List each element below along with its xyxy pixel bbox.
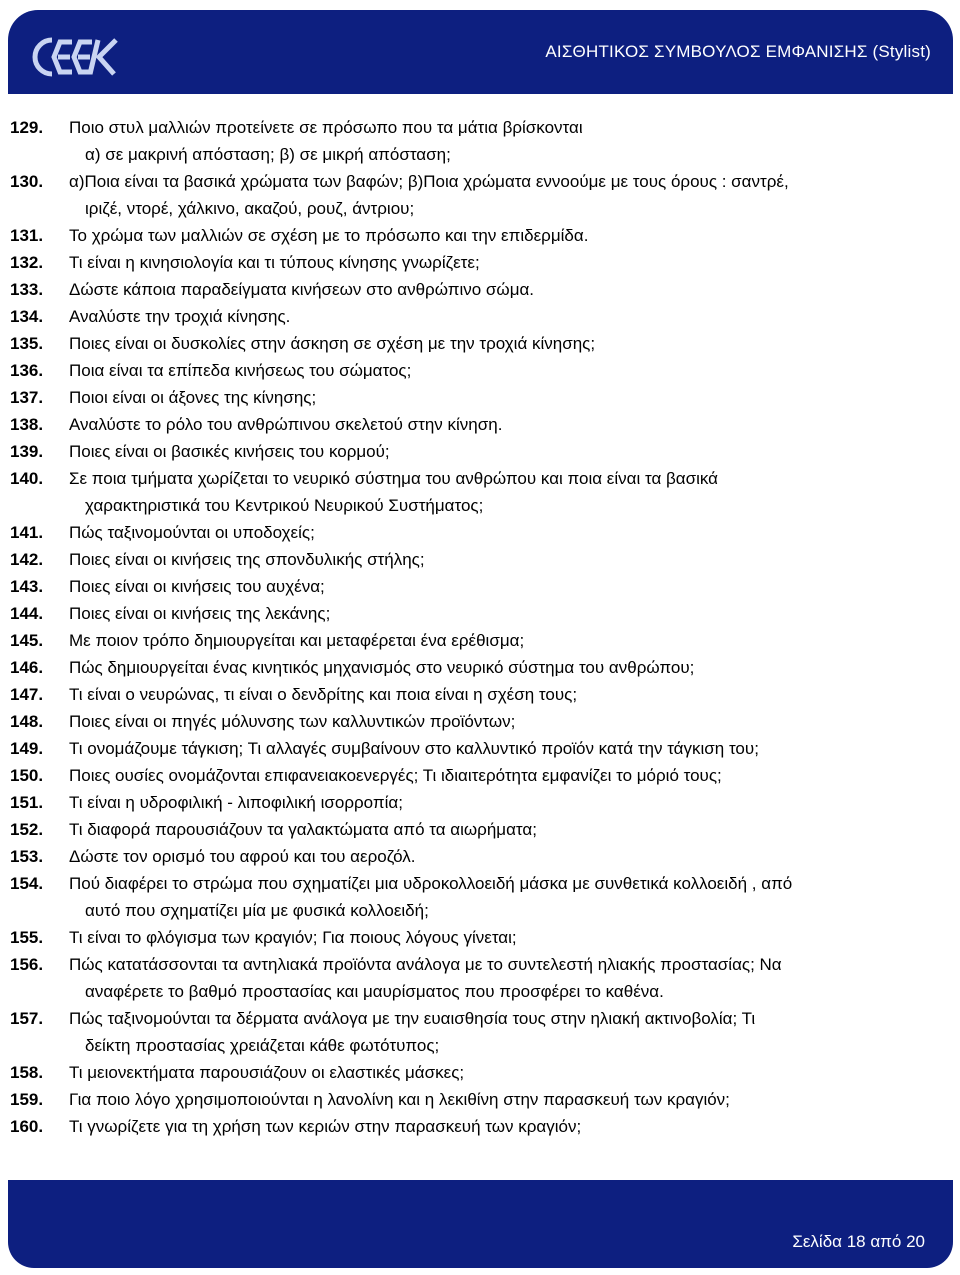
question-number: 140. bbox=[10, 469, 44, 488]
question-text bbox=[69, 735, 955, 762]
question-item bbox=[10, 438, 955, 465]
question-number: 154. bbox=[10, 874, 44, 893]
question-number: 147. bbox=[10, 685, 44, 704]
question-item bbox=[10, 114, 955, 168]
question-number: 143. bbox=[10, 577, 44, 596]
question-line: Ποιες ουσίες ονομάζονται επιφανειακοενεργές; Τι ιδιαιτερότητα εμφανίζει το μόριό τους; bbox=[69, 766, 722, 785]
question-number: 148. bbox=[10, 712, 44, 731]
question-number: 134. bbox=[10, 307, 44, 326]
question-item bbox=[10, 465, 955, 519]
question-text bbox=[69, 114, 955, 168]
question-number: 155. bbox=[10, 928, 44, 947]
question-number: 159. bbox=[10, 1090, 44, 1109]
question-text bbox=[69, 519, 955, 546]
question-item bbox=[10, 1059, 955, 1086]
question-number: 129. bbox=[10, 118, 44, 137]
question-line: Ποιες είναι οι κινήσεις της σπονδυλικής στήλης; bbox=[69, 550, 425, 569]
question-text bbox=[69, 816, 955, 843]
question-text bbox=[69, 1059, 955, 1086]
question-item bbox=[10, 735, 955, 762]
question-number: 157. bbox=[10, 1009, 44, 1028]
question-line: Πώς δημιουργείται ένας κινητικός μηχανισμός στο νευρικό σύστημα του ανθρώπου; bbox=[69, 658, 695, 677]
question-line: α)Ποια είναι τα βασικά χρώματα των βαφών; β)Ποια χρώματα εννοούμε με τους όρους : σαντρέ, bbox=[69, 172, 789, 191]
question-continuation-line: χαρακτηριστικά του Κεντρικού Νευρικού Συστήματος; bbox=[85, 496, 484, 515]
question-number: 136. bbox=[10, 361, 44, 380]
question-number: 130. bbox=[10, 172, 44, 191]
question-item bbox=[10, 546, 955, 573]
question-line: Ποιες είναι οι κινήσεις του αυχένα; bbox=[69, 577, 325, 596]
question-item bbox=[10, 1113, 955, 1140]
question-number: 132. bbox=[10, 253, 44, 272]
question-number: 151. bbox=[10, 793, 44, 812]
question-number: 144. bbox=[10, 604, 44, 623]
question-item bbox=[10, 843, 955, 870]
question-item bbox=[10, 276, 955, 303]
question-line: Ποιες είναι οι κινήσεις της λεκάνης; bbox=[69, 604, 331, 623]
question-number: 142. bbox=[10, 550, 44, 569]
question-text bbox=[69, 249, 955, 276]
question-line: Ποια είναι τα επίπεδα κινήσεως του σώματος; bbox=[69, 361, 412, 380]
question-number: 137. bbox=[10, 388, 44, 407]
question-text bbox=[69, 654, 955, 681]
question-text bbox=[69, 465, 955, 519]
question-text bbox=[69, 708, 955, 735]
question-line: Για ποιο λόγο χρησιμοποιούνται η λανολίνη και η λεκιθίνη στην παρασκευή των κραγιόν; bbox=[69, 1090, 730, 1109]
question-item bbox=[10, 519, 955, 546]
question-line: Αναλύστε την τροχιά κίνησης. bbox=[69, 307, 291, 326]
question-line: Ποιες είναι οι βασικές κινήσεις του κορμού; bbox=[69, 442, 390, 461]
question-line: Τι μειονεκτήματα παρουσιάζουν οι ελαστικές μάσκες; bbox=[69, 1063, 465, 1082]
question-text bbox=[69, 303, 955, 330]
question-line: Τι ονομάζουμε τάγκιση; Τι αλλαγές συμβαίνουν στο καλλυντικό προϊόν κατά την τάγκιση του; bbox=[69, 739, 759, 758]
question-number: 152. bbox=[10, 820, 44, 839]
question-line: Σε ποια τμήματα χωρίζεται το νευρικό σύστημα του ανθρώπου και ποια είναι τα βασικά bbox=[69, 469, 718, 488]
question-text bbox=[69, 681, 955, 708]
question-number: 145. bbox=[10, 631, 44, 650]
question-item bbox=[10, 681, 955, 708]
page-footer bbox=[8, 1180, 953, 1268]
question-number: 158. bbox=[10, 1063, 44, 1082]
question-text bbox=[69, 168, 955, 222]
question-number: 135. bbox=[10, 334, 44, 353]
question-text bbox=[69, 357, 955, 384]
question-continuation-line: α) σε μακρινή απόσταση; β) σε μικρή απόσταση; bbox=[85, 145, 451, 164]
question-list bbox=[10, 114, 955, 1140]
question-item bbox=[10, 870, 955, 924]
question-item bbox=[10, 330, 955, 357]
question-item bbox=[10, 627, 955, 654]
question-item bbox=[10, 762, 955, 789]
question-number: 133. bbox=[10, 280, 44, 299]
question-item bbox=[10, 924, 955, 951]
question-item bbox=[10, 573, 955, 600]
question-text bbox=[69, 438, 955, 465]
question-line: Αναλύστε το ρόλο του ανθρώπινου σκελετού στην κίνηση. bbox=[69, 415, 503, 434]
question-text bbox=[69, 762, 955, 789]
question-line: Πού διαφέρει το στρώμα που σχηματίζει μια υδροκολλοειδή μάσκα με συνθετικά κολλοειδή , από bbox=[69, 874, 793, 893]
question-text bbox=[69, 951, 955, 1005]
question-item bbox=[10, 789, 955, 816]
question-number: 146. bbox=[10, 658, 44, 677]
question-text bbox=[69, 384, 955, 411]
question-line: Πώς κατατάσσονται τα αντηλιακά προϊόντα ανάλογα με το συντελεστή ηλιακής προστασίας; Να bbox=[69, 955, 782, 974]
question-text bbox=[69, 924, 955, 951]
question-continuation-line: ιριζέ, ντορέ, χάλκινο, ακαζού, ρουζ, άντριου; bbox=[85, 199, 415, 218]
question-item bbox=[10, 168, 955, 222]
page-header bbox=[8, 10, 953, 94]
question-text bbox=[69, 546, 955, 573]
question-line: Τι γνωρίζετε για τη χρήση των κεριών στην παρασκευή των κραγιόν; bbox=[69, 1117, 582, 1136]
question-item bbox=[10, 1005, 955, 1059]
question-line: Τι είναι η κινησιολογία και τι τύπους κίνησης γνωρίζετε; bbox=[69, 253, 480, 272]
question-number: 156. bbox=[10, 955, 44, 974]
question-line: Δώστε κάποια παραδείγματα κινήσεων στο ανθρώπινο σώμα. bbox=[69, 280, 535, 299]
question-text bbox=[69, 222, 955, 249]
question-text bbox=[69, 573, 955, 600]
question-item bbox=[10, 222, 955, 249]
question-item bbox=[10, 1086, 955, 1113]
question-item bbox=[10, 411, 955, 438]
question-text bbox=[69, 1086, 955, 1113]
question-line: Ποιες είναι οι δυσκολίες στην άσκηση σε σχέση με την τροχιά κίνησης; bbox=[69, 334, 596, 353]
question-item bbox=[10, 708, 955, 735]
question-item bbox=[10, 600, 955, 627]
question-line: Ποιοι είναι οι άξονες της κίνησης; bbox=[69, 388, 317, 407]
question-item bbox=[10, 951, 955, 1005]
question-text bbox=[69, 870, 955, 924]
question-text bbox=[69, 330, 955, 357]
question-line: Τι διαφορά παρουσιάζουν τα γαλακτώματα από τα αιωρήματα; bbox=[69, 820, 537, 839]
question-line: Τι είναι το φλόγισμα των κραγιόν; Για ποιους λόγους γίνεται; bbox=[69, 928, 517, 947]
question-text bbox=[69, 276, 955, 303]
question-item bbox=[10, 654, 955, 681]
question-text bbox=[69, 627, 955, 654]
question-text bbox=[69, 843, 955, 870]
question-continuation-line: αναφέρετε το βαθμό προστασίας και μαυρίσματος που προσφέρει το καθένα. bbox=[85, 982, 664, 1001]
question-line: Δώστε τον ορισμό του αφρού και του αεροζόλ. bbox=[69, 847, 416, 866]
question-item bbox=[10, 357, 955, 384]
question-number: 153. bbox=[10, 847, 44, 866]
question-line: Ποιες είναι οι πηγές μόλυνσης των καλλυντικών προϊόντων; bbox=[69, 712, 516, 731]
question-text bbox=[69, 1113, 955, 1140]
question-text bbox=[69, 600, 955, 627]
question-line: Ποιο στυλ μαλλιών προτείνετε σε πρόσωπο που τα μάτια βρίσκονται bbox=[69, 118, 583, 137]
question-number: 160. bbox=[10, 1117, 44, 1136]
question-line: Με ποιον τρόπο δημιουργείται και μεταφέρεται ένα ερέθισμα; bbox=[69, 631, 525, 650]
question-item bbox=[10, 816, 955, 843]
question-text bbox=[69, 411, 955, 438]
question-item bbox=[10, 303, 955, 330]
organization-logo-icon bbox=[26, 32, 118, 82]
question-item bbox=[10, 249, 955, 276]
question-text bbox=[69, 789, 955, 816]
question-text bbox=[69, 1005, 955, 1059]
question-line: Τι είναι ο νευρώνας, τι είναι ο δενδρίτης και ποια είναι η σχέση τους; bbox=[69, 685, 578, 704]
document-title: ΑΙΣΘΗΤΙΚΟΣ ΣΥΜΒΟΥΛΟΣ ΕΜΦΑΝΙΣΗΣ (Stylist) bbox=[545, 42, 931, 61]
question-number: 149. bbox=[10, 739, 44, 758]
question-item bbox=[10, 384, 955, 411]
question-number: 139. bbox=[10, 442, 44, 461]
question-continuation-line: αυτό που σχηματίζει μία με φυσικά κολλοειδή; bbox=[85, 901, 429, 920]
question-number: 150. bbox=[10, 766, 44, 785]
question-line: Το χρώμα των μαλλιών σε σχέση με το πρόσωπο και την επιδερμίδα. bbox=[69, 226, 589, 245]
question-number: 131. bbox=[10, 226, 44, 245]
question-line: Τι είναι η υδροφιλική - λιποφιλική ισορροπία; bbox=[69, 793, 403, 812]
question-line: Πώς ταξινομούνται οι υποδοχείς; bbox=[69, 523, 315, 542]
question-number: 141. bbox=[10, 523, 44, 542]
question-line: Πώς ταξινομούνται τα δέρματα ανάλογα με την ευαισθησία τους στην ηλιακή ακτινοβολία; Τι bbox=[69, 1009, 756, 1028]
question-number: 138. bbox=[10, 415, 44, 434]
page-number: Σελίδα 18 από 20 bbox=[792, 1232, 925, 1251]
question-continuation-line: δείκτη προστασίας χρειάζεται κάθε φωτότυπος; bbox=[85, 1036, 440, 1055]
